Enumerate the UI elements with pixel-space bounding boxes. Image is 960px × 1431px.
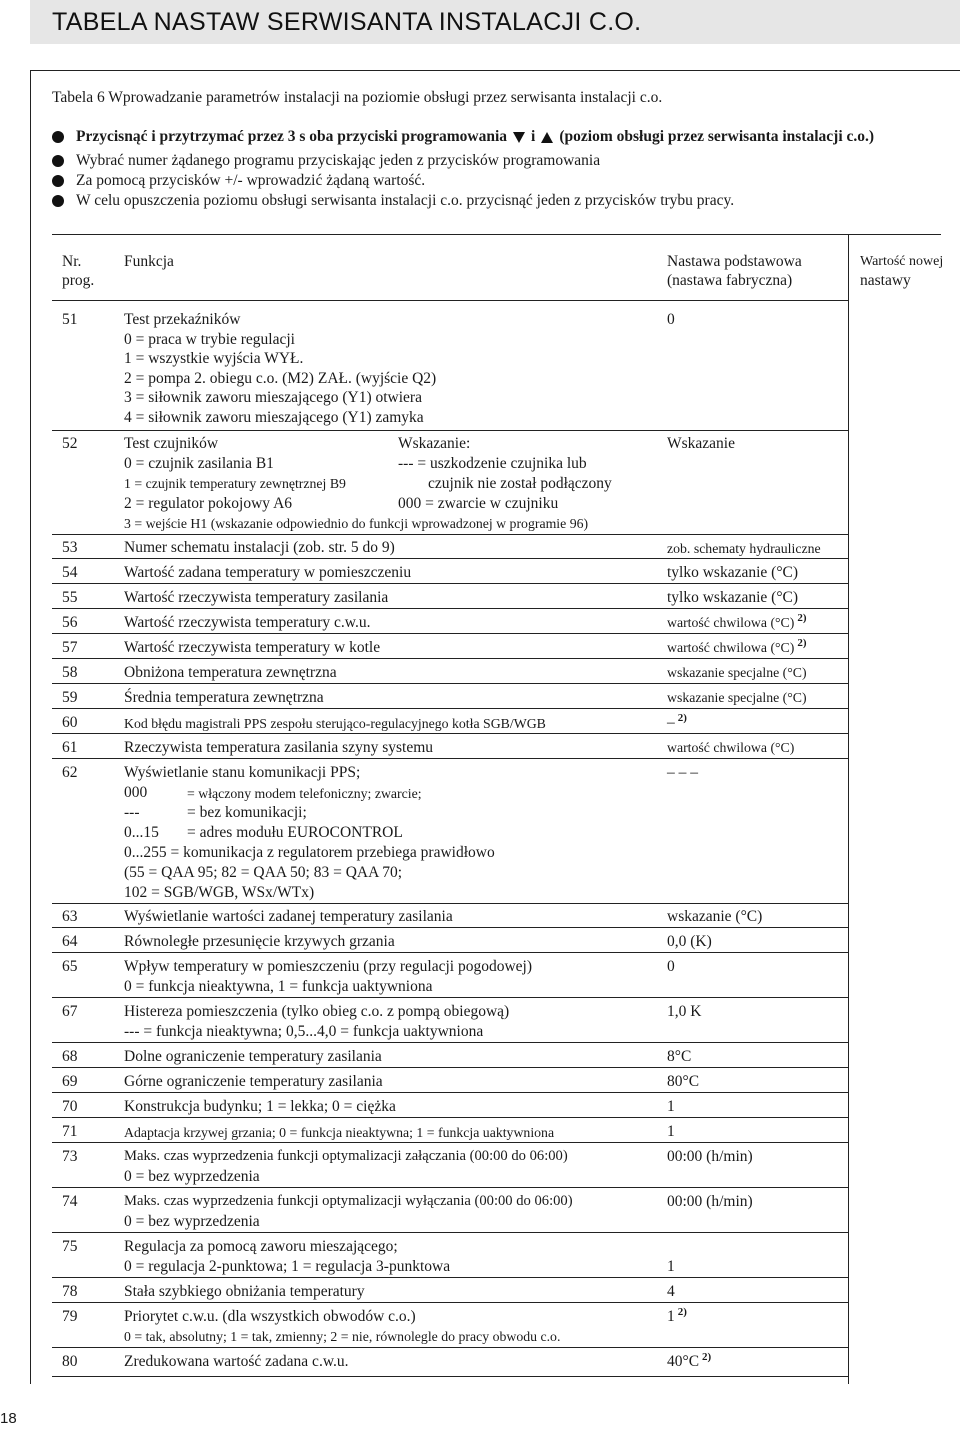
row-52-l5: 3 = wejście H1 (wskazanie odpowiednio do funkcji wprowadzonej w programie 96): [124, 516, 589, 531]
row-56-nr: 56: [62, 614, 78, 631]
row-divider: [52, 758, 848, 759]
row-52-l4b: 000 = zwarcie w czujniku: [398, 495, 559, 512]
row-51-line: 3 = siłownik zaworu mieszającego (Y1) otwiera: [124, 389, 422, 407]
instruction-1-text: Przycisnąć i przytrzymać przez 3 s oba przyciski programowania: [76, 128, 508, 145]
row-59-default: wskazanie specjalne (°C): [667, 690, 807, 705]
row-divider: [52, 683, 848, 684]
row-75-default: 1: [667, 1258, 675, 1275]
header-nr-line2: prog.: [62, 272, 95, 289]
row-divider: [52, 1117, 848, 1118]
row-62-l6: (55 = QAA 95; 82 = QAA 50; 83 = QAA 70;: [124, 864, 403, 881]
arrow-down-icon: [513, 132, 525, 143]
footnote-marker: 2): [702, 1351, 712, 1363]
page-title: TABELA NASTAW SERWISANTA INSTALACJI C.O.: [52, 8, 642, 36]
row-79-line: 0 = tak, absolutny; 1 = tak, zmienny; 2 = nie, równolegle do pracy obwodu c.o.: [124, 1328, 561, 1344]
header-default-line1: Nastawa podstawowa: [667, 253, 802, 270]
row-79-function: [124, 1307, 560, 1346]
footnote-marker: 2): [677, 712, 687, 724]
header-default-line2: (nastawa fabryczna): [667, 272, 793, 289]
row-65-default: 0: [667, 958, 675, 975]
row-51-default: 0: [667, 311, 675, 328]
row-51-line: Test przekaźników: [124, 311, 241, 328]
row-52-l1b: Wskazanie:: [398, 435, 471, 452]
row-52-l1: Test czujników: [124, 435, 219, 452]
instruction-3: [52, 172, 425, 190]
instruction-2-text: Wybrać numer żądanego programu przyciskając jeden z przycisków programowania: [76, 152, 601, 169]
row-divider: [52, 1187, 848, 1188]
row-60-nr: 60: [62, 714, 78, 731]
row-73-default: 00:00 (h/min): [667, 1148, 753, 1165]
row-75-line: 0 = regulacja 2-punktowa; 1 = regulacja 3-punktowa: [124, 1257, 451, 1275]
row-64-function: Równoległe przesunięcie krzywych grzania: [124, 933, 395, 950]
row-57-nr: 57: [62, 639, 78, 656]
row-56-default: [667, 613, 807, 635]
header-bottom-border: [52, 300, 848, 301]
row-divider: [52, 903, 848, 904]
row-64-nr: 64: [62, 933, 78, 950]
row-divider: [52, 952, 848, 953]
footnote-marker: 2): [797, 612, 807, 624]
row-68-nr: 68: [62, 1048, 78, 1065]
row-59-function: Średnia temperatura zewnętrzna: [124, 689, 324, 706]
row-58-nr: 58: [62, 664, 78, 681]
row-52-default: Wskazanie: [667, 435, 735, 452]
row-divider: [52, 1092, 848, 1093]
row-62-l7: 102 = SGB/WGB, WSx/WTx): [124, 884, 315, 901]
row-67-function: [124, 1002, 509, 1041]
row-68-function: Dolne ograniczenie temperatury zasilania: [124, 1048, 382, 1065]
row-62-l4b: = adres modułu EUROCONTROL: [187, 824, 403, 841]
row-71-nr: 71: [62, 1123, 78, 1140]
row-79-default-text: 1: [667, 1308, 675, 1325]
row-divider: [52, 1232, 848, 1233]
instruction-3-text: Za pomocą przycisków +/- wprowadzić żądaną wartość.: [76, 172, 426, 189]
row-59-nr: 59: [62, 689, 78, 706]
row-55-nr: 55: [62, 589, 78, 606]
row-62-l1: Wyświetlanie stanu komunikacji PPS;: [124, 764, 361, 781]
new-value-column-border: [848, 234, 849, 1384]
row-70-nr: 70: [62, 1098, 78, 1115]
footnote-marker: 2): [797, 637, 807, 649]
row-69-function: Górne ograniczenie temperatury zasilania: [124, 1073, 383, 1090]
instruction-1-level: (poziom obsługi przez serwisanta instalacji c.o.): [559, 128, 875, 145]
row-51-function: [124, 310, 436, 428]
row-53-function: Numer schematu instalacji (zob. str. 5 do 9): [124, 539, 395, 556]
row-62-l5: 0...255 = komunikacja z regulatorem przebiega prawidłowo: [124, 844, 495, 861]
row-56-function: Wartość rzeczywista temperatury c.w.u.: [124, 614, 371, 631]
row-69-default: 80°C: [667, 1073, 700, 1090]
row-divider: [52, 1142, 848, 1143]
row-divider: [52, 1302, 848, 1303]
row-78-function: Stała szybkiego obniżania temperatury: [124, 1283, 365, 1300]
row-divider: [52, 1347, 848, 1348]
row-52-l2b: --- = uszkodzenie czujnika lub: [398, 455, 587, 472]
row-79-default: [667, 1307, 687, 1329]
row-divider: [52, 1042, 848, 1043]
row-62-nr: 62: [62, 764, 78, 781]
row-65-line: Wpływ temperatury w pomieszczeniu (przy regulacji pogodowej): [124, 958, 533, 975]
row-70-function: Konstrukcja budynku; 1 = lekka; 0 = ciężka: [124, 1098, 396, 1115]
row-78-nr: 78: [62, 1283, 78, 1300]
row-65-nr: 65: [62, 958, 78, 975]
row-divider: [52, 927, 848, 928]
row-67-default: 1,0 K: [667, 1003, 702, 1020]
row-64-default: 0,0 (K): [667, 933, 712, 950]
row-divider: [52, 608, 848, 609]
row-60-function: Kod błędu magistrali PPS zespołu sterująco-regulacyjnego kotła SGB/WGB: [124, 716, 546, 731]
row-divider: [52, 633, 848, 634]
row-75-nr: 75: [62, 1238, 78, 1255]
header-function: Funkcja: [124, 253, 174, 270]
row-67-line: --- = funkcja nieaktywna; 0,5...4,0 = funkcja uaktywniona: [124, 1022, 484, 1040]
table-top-border: [52, 234, 941, 235]
row-divider: [52, 558, 848, 559]
row-61-nr: 61: [62, 739, 78, 756]
row-divider: [52, 658, 848, 659]
row-57-function: Wartość rzeczywista temperatury w kotle: [124, 639, 381, 656]
row-62-l3a: ---: [124, 804, 140, 821]
row-divider: [52, 583, 848, 584]
page-number: 18: [0, 1410, 17, 1427]
row-75-function: [124, 1237, 450, 1276]
row-56-default-text: wartość chwilowa (°C): [667, 615, 795, 630]
row-69-nr: 69: [62, 1073, 78, 1090]
row-55-default: tylko wskazanie (°C): [667, 589, 799, 606]
header-nr: [62, 252, 94, 290]
row-divider: [52, 1277, 848, 1278]
bullet-icon: [52, 155, 64, 167]
row-51-line: 0 = praca w trybie regulacji: [124, 330, 295, 348]
row-51-line: 2 = pompa 2. obiegu c.o. (M2) ZAŁ. (wyjście Q2): [124, 369, 437, 387]
row-63-nr: 63: [62, 908, 78, 925]
instruction-2: [52, 152, 600, 170]
row-73-nr: 73: [62, 1148, 78, 1165]
row-divider: [52, 708, 848, 709]
header-new-line2: nastawy: [860, 272, 911, 289]
row-74-default: 00:00 (h/min): [667, 1193, 753, 1210]
table-caption: Tabela 6 Wprowadzanie parametrów instalacji na poziomie obsługi przez serwisanta instalacji c.o.: [52, 89, 663, 106]
row-61-default: wartość chwilowa (°C): [667, 740, 795, 755]
row-67-nr: 67: [62, 1003, 78, 1020]
row-52-l3b: czujnik nie został podłączony: [428, 475, 612, 492]
row-62-l2a: 000: [124, 784, 148, 801]
row-62-l2b: = włączony modem telefoniczny; zwarcie;: [187, 786, 422, 801]
row-63-function: Wyświetlanie wartości zadanej temperatury zasilania: [124, 908, 453, 925]
row-divider: [52, 534, 848, 535]
row-74-line: Maks. czas wyprzedzenia funkcji optymalizacji wyłączania (00:00 do 06:00): [124, 1193, 573, 1209]
row-58-function: Obniżona temperatura zewnętrzna: [124, 664, 337, 681]
row-71-default: 1: [667, 1123, 675, 1140]
row-divider: [52, 430, 848, 431]
bullet-icon: [52, 195, 64, 207]
row-54-function: Wartość zadana temperatury w pomieszczeniu: [124, 564, 412, 581]
row-52-nr: 52: [62, 435, 78, 452]
row-52-l3: 1 = czujnik temperatury zewnętrznej B9: [124, 476, 346, 491]
footnote-marker: 2): [677, 1306, 687, 1318]
row-52-l4: 2 = regulator pokojowy A6: [124, 495, 293, 512]
row-62-l3b: = bez komunikacji;: [187, 804, 307, 821]
row-73-line: Maks. czas wyprzedzenia funkcji optymalizacji załączania (00:00 do 06:00): [124, 1148, 568, 1164]
row-80-function: Zredukowana wartość zadana c.w.u.: [124, 1353, 349, 1370]
row-57-default-text: wartość chwilowa (°C): [667, 640, 795, 655]
header-new-line1: Wartość nowej: [860, 254, 944, 269]
row-70-default: 1: [667, 1098, 675, 1115]
row-53-nr: 53: [62, 539, 78, 556]
row-52-l2: 0 = czujnik zasilania B1: [124, 455, 274, 472]
row-75-line: Regulacja za pomocą zaworu mieszającego;: [124, 1238, 398, 1255]
row-79-nr: 79: [62, 1308, 78, 1325]
row-divider: [52, 997, 848, 998]
row-62-default: – – –: [667, 764, 698, 781]
row-51-nr: 51: [62, 311, 78, 328]
row-73-line: 0 = bez wyprzedzenia: [124, 1167, 260, 1185]
row-divider: [52, 1067, 848, 1068]
row-74-nr: 74: [62, 1193, 78, 1210]
row-67-line: Histereza pomieszczenia (tylko obieg c.o. z pompą obiegową): [124, 1003, 510, 1020]
row-51-line: 1 = wszystkie wyjścia WYŁ.: [124, 350, 304, 368]
row-57-default: [667, 638, 807, 660]
instruction-4-text: W celu opuszczenia poziomu obsługi serwisanta instalacji c.o. przycisnąć jeden z przycisków trybu pracy.: [76, 192, 735, 209]
arrow-up-icon: [541, 132, 553, 143]
row-60-default-text: –: [667, 714, 675, 731]
row-61-function: Rzeczywista temperatura zasilania szyny systemu: [124, 739, 434, 756]
bullet-icon: [52, 175, 64, 187]
row-54-nr: 54: [62, 564, 78, 581]
row-68-default: 8°C: [667, 1048, 692, 1065]
row-51-line: 4 = siłownik zaworu mieszającego (Y1) zamyka: [124, 408, 424, 426]
header-nr-line1: Nr.: [62, 253, 82, 270]
row-58-default: wskazanie specjalne (°C): [667, 665, 807, 680]
row-54-default: tylko wskazanie (°C): [667, 564, 799, 581]
row-71-function: Adaptacja krzywej grzania; 0 = funkcja nieaktywna; 1 = funkcja uaktywniona: [124, 1125, 555, 1140]
bullet-icon: [52, 131, 64, 143]
row-79-line: Priorytet c.w.u. (dla wszystkich obwodów c.o.): [124, 1308, 416, 1325]
instruction-4: [52, 192, 734, 210]
row-80-nr: 80: [62, 1353, 78, 1370]
row-62-l4a: 0...15: [124, 824, 159, 841]
title-bar: [30, 0, 960, 44]
row-63-default: wskazanie (°C): [667, 908, 763, 925]
row-60-default: [667, 713, 687, 735]
row-55-function: Wartość rzeczywista temperatury zasilania: [124, 589, 389, 606]
row-78-default: 4: [667, 1283, 675, 1300]
header-default: [667, 252, 802, 290]
row-divider: [52, 733, 848, 734]
row-74-line: 0 = bez wyprzedzenia: [124, 1212, 260, 1230]
row-53-default: zob. schematy hydrauliczne: [667, 541, 821, 556]
row-80-default-text: 40°C: [667, 1353, 700, 1370]
row-65-function: [124, 957, 532, 996]
header-new-value: [860, 252, 943, 290]
row-80-default: [667, 1352, 711, 1374]
row-65-line: 0 = funkcja nieaktywna, 1 = funkcja uaktywniona: [124, 977, 433, 995]
row-73-function: [124, 1147, 568, 1186]
table-bottom-border: [52, 1376, 848, 1377]
instruction-1-and: i: [531, 128, 536, 145]
instruction-1: [52, 128, 874, 146]
row-74-function: [124, 1192, 573, 1231]
